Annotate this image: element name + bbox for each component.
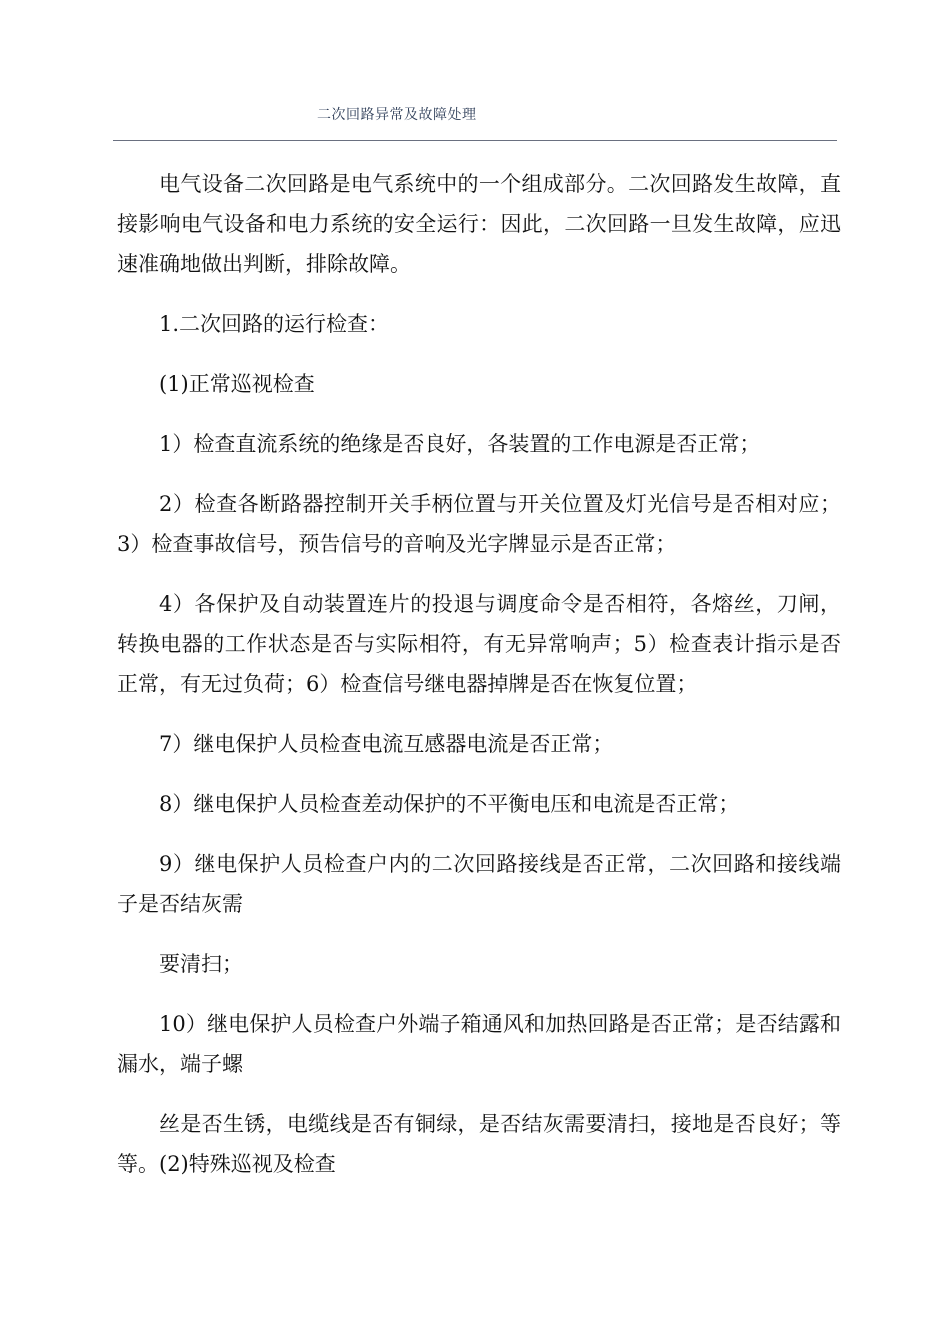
list-item-10-continued: 丝是否生锈，电缆线是否有铜绿，是否结灰需要清扫，接地是否良好；等等。(2)特殊巡视及检查: [117, 1112, 841, 1176]
page-header-title: 二次回路异常及故障处理: [317, 107, 477, 123]
list-item-2-3: 2）检查各断路器控制开关手柄位置与开关位置及灯光信号是否相对应；3）检查事故信号，预告信号的音响及光字牌显示是否正常；: [117, 492, 841, 556]
header-divider: [113, 140, 837, 141]
section-heading-1: 1.二次回路的运行检查：: [159, 312, 390, 336]
paragraph-intro: 电气设备二次回路是电气系统中的一个组成部分。二次回路发生故障，直接影响电气设备和电力系统的安全运行：因此，二次回路一旦发生故障，应迅速准确地做出判断，排除故障。: [117, 172, 841, 276]
subsection-heading-normal-inspection: (1)正常巡视检查: [159, 372, 315, 396]
list-item-7: 7）继电保护人员检查电流互感器电流是否正常；: [159, 732, 614, 756]
list-item-9-continued: 要清扫；: [159, 952, 243, 976]
list-item-8: 8）继电保护人员检查差动保护的不平衡电压和电流是否正常；: [159, 792, 740, 816]
list-item-1: 1）检查直流系统的绝缘是否良好，各装置的工作电源是否正常；: [159, 432, 761, 456]
document-body: [117, 164, 841, 1204]
list-item-4-5-6: 4）各保护及自动装置连片的投退与调度命令是否相符，各熔丝，刀闸，转换电器的工作状态是否与实际相符，有无异常响声；5）检查表计指示是否正常，有无过负荷；6）检查信号继电器掉牌是否在恢复位置；: [117, 592, 841, 696]
list-item-9: 9）继电保护人员检查户内的二次回路接线是否正常，二次回路和接线端子是否结灰需: [117, 852, 841, 916]
list-item-10: 10）继电保护人员检查户外端子箱通风和加热回路是否正常；是否结露和漏水，端子螺: [117, 1012, 841, 1076]
